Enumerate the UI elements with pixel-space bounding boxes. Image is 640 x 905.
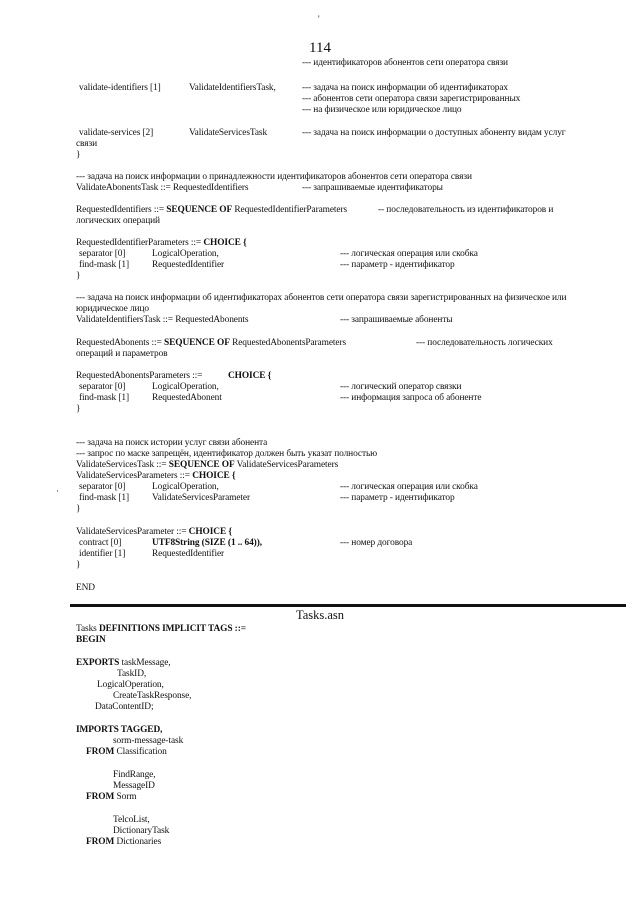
code-keyword: CHOICE { <box>228 371 272 381</box>
code-name: RequestedIdentifierParameters ::= <box>76 238 202 248</box>
code-keyword: FROM <box>86 837 115 847</box>
code-name: ValidateServicesTask ::= <box>76 460 167 470</box>
code-field-type: LogicalOperation, <box>152 482 219 492</box>
code-name: ValidateServicesParameter ::= <box>76 527 187 537</box>
code-comment: --- абонентов сети оператора связи зарегистрированных <box>302 94 521 104</box>
code-name: RequestedAbonents ::= <box>76 338 162 348</box>
code-field-name: validate-services [2] <box>79 128 154 138</box>
code-name: DictionaryTask <box>113 826 170 836</box>
code-type: RequestedAbonentsParameters <box>232 338 347 348</box>
code-name: TaskID, <box>117 669 147 679</box>
code-brace: } <box>76 271 81 281</box>
code-name: taskMessage, <box>121 658 171 668</box>
code-comment: --- параметр - идентификатор <box>340 493 455 503</box>
code-field-type: RequestedIdentifier <box>152 260 225 270</box>
code-name: TelcoList, <box>113 815 150 825</box>
code-definition <box>76 471 235 482</box>
code-keyword: SEQUENCE OF <box>166 205 233 215</box>
code-comment: --- запрашиваемые абоненты <box>340 315 453 325</box>
code-field-type: ValidateServicesParameter <box>152 493 250 503</box>
code-field-type: RequestedIdentifier <box>152 549 225 559</box>
code-comment: --- задача на поиск информации о доступных абоненту видам услуг <box>302 128 566 138</box>
code-keyword: SEQUENCE OF <box>163 338 230 348</box>
code-name: Dictionaries <box>116 837 162 847</box>
code-comment: -- последовательность из идентификаторов и <box>378 205 554 215</box>
code-field-type: ValidateIdentifiersTask, <box>189 83 276 93</box>
code-field-type: ValidateServicesTask <box>189 128 268 138</box>
code-comment: --- логическая операция или скобка <box>340 249 478 259</box>
code-end: END <box>76 583 95 593</box>
code-keyword: CHOICE { <box>192 471 236 481</box>
code-keyword: IMPORTS TAGGED, <box>76 725 163 735</box>
code-comment: логических операций <box>76 216 160 226</box>
section-divider <box>70 604 626 607</box>
code-field-name: find-mask [1] <box>79 493 129 503</box>
code-comment: юридическое лицо <box>76 304 149 314</box>
page-number: 114 <box>309 40 331 56</box>
code-keyword: CHOICE { <box>188 527 232 537</box>
code-name: LogicalOperation, <box>97 680 164 690</box>
code-comment: --- номер договора <box>340 538 413 548</box>
code-comment: --- логический оператор связки <box>340 382 462 392</box>
code-comment: --- запрашиваемые идентификаторы <box>302 183 443 193</box>
code-name: DataContentID; <box>95 702 154 712</box>
code-field-name: contract [0] <box>79 538 122 548</box>
code-comment: --- задача на поиск информации о принадлежности идентификаторов абонентов сети оператора связи <box>76 172 472 182</box>
code-comment: --- логическая операция или скобка <box>340 482 478 492</box>
code-keyword: DEFINITIONS IMPLICIT TAGS ::= <box>98 624 246 634</box>
code-name: RequestedIdentifiers ::= <box>76 205 165 215</box>
code-definition <box>76 460 338 471</box>
code-from <box>86 792 136 803</box>
code-brace: } <box>76 150 81 160</box>
code-definition: ValidateAbonentsTask ::= RequestedIdentifiers <box>76 183 249 193</box>
code-field-name: separator [0] <box>79 249 126 259</box>
code-comment: --- параметр - идентификатор <box>340 260 455 270</box>
code-keyword: CHOICE { <box>203 238 247 248</box>
code-keyword: FROM <box>86 792 115 802</box>
code-comment: операций и параметров <box>76 349 168 359</box>
code-definition <box>76 624 246 635</box>
section-title: Tasks.asn <box>295 608 345 622</box>
code-field-name: validate-identifiers [1] <box>79 83 161 93</box>
code-definition <box>76 527 232 538</box>
code-name: RequestedAbonentsParameters ::= <box>76 371 203 381</box>
code-definition <box>76 205 347 216</box>
code-field-name: separator [0] <box>79 482 126 492</box>
code-name: CreateTaskResponse, <box>113 691 192 701</box>
code-comment: --- задача на поиск истории услуг связи абонента <box>76 438 268 448</box>
code-field-name: find-mask [1] <box>79 393 129 403</box>
scan-mark: ' <box>318 14 320 24</box>
code-from <box>86 747 167 758</box>
code-name: Sorm <box>116 792 137 802</box>
code-field-type: LogicalOperation, <box>152 382 219 392</box>
code-name: Tasks <box>76 624 97 634</box>
code-comment: --- задача на поиск информации об идентификаторах абонентов сети оператора связи зарегистрированных на физическое или <box>76 293 567 303</box>
code-from <box>86 837 161 848</box>
code-name: MessageID <box>113 781 155 791</box>
code-keyword: EXPORTS <box>76 658 120 668</box>
code-name: Classification <box>116 747 167 757</box>
code-imports <box>76 725 162 736</box>
code-field-name: find-mask [1] <box>79 260 129 270</box>
code-exports <box>76 658 171 669</box>
code-brace: } <box>76 560 81 570</box>
code-comment: --- на физическое или юридическое лицо <box>302 105 462 115</box>
code-keyword: BEGIN <box>76 635 106 645</box>
scan-mark: · <box>56 486 59 496</box>
code-definition <box>76 338 346 349</box>
code-name: sorm-message-task <box>113 736 184 746</box>
code-field-name: identifier [1] <box>79 549 126 559</box>
code-keyword: FROM <box>86 747 115 757</box>
code-comment: связи <box>76 139 97 149</box>
code-name: FindRange, <box>113 770 156 780</box>
code-keyword <box>228 371 271 382</box>
code-definition: ValidateIdentifiersTask ::= RequestedAbonents <box>76 315 249 325</box>
code-keyword <box>76 635 106 646</box>
code-brace: } <box>76 404 81 414</box>
code-comment: --- последовательность логических <box>416 338 553 348</box>
code-field-type: RequestedAbonent <box>152 393 222 403</box>
code-definition <box>76 238 247 249</box>
code-field-type: LogicalOperation, <box>152 249 219 259</box>
code-comment: --- запрос по маске запрещён, идентификатор должен быть указат полностью <box>76 449 378 459</box>
code-definition <box>76 371 202 382</box>
code-type: RequestedIdentifierParameters <box>234 205 348 215</box>
code-brace: } <box>76 504 81 514</box>
code-field-name: separator [0] <box>79 382 126 392</box>
code-type: ValidateServicesParameters <box>236 460 339 470</box>
code-field-type <box>152 538 262 549</box>
code-keyword: UTF8String (SIZE (1 .. 64)), <box>152 538 262 548</box>
code-comment: --- информация запроса об абоненте <box>340 393 482 403</box>
code-comment: --- идентификаторов абонентов сети оператора связи <box>302 58 508 68</box>
code-name: ValidateServicesParameters ::= <box>76 471 190 481</box>
code-comment: --- задача на поиск информации об идентификаторах <box>302 83 509 93</box>
code-keyword: SEQUENCE OF <box>168 460 235 470</box>
